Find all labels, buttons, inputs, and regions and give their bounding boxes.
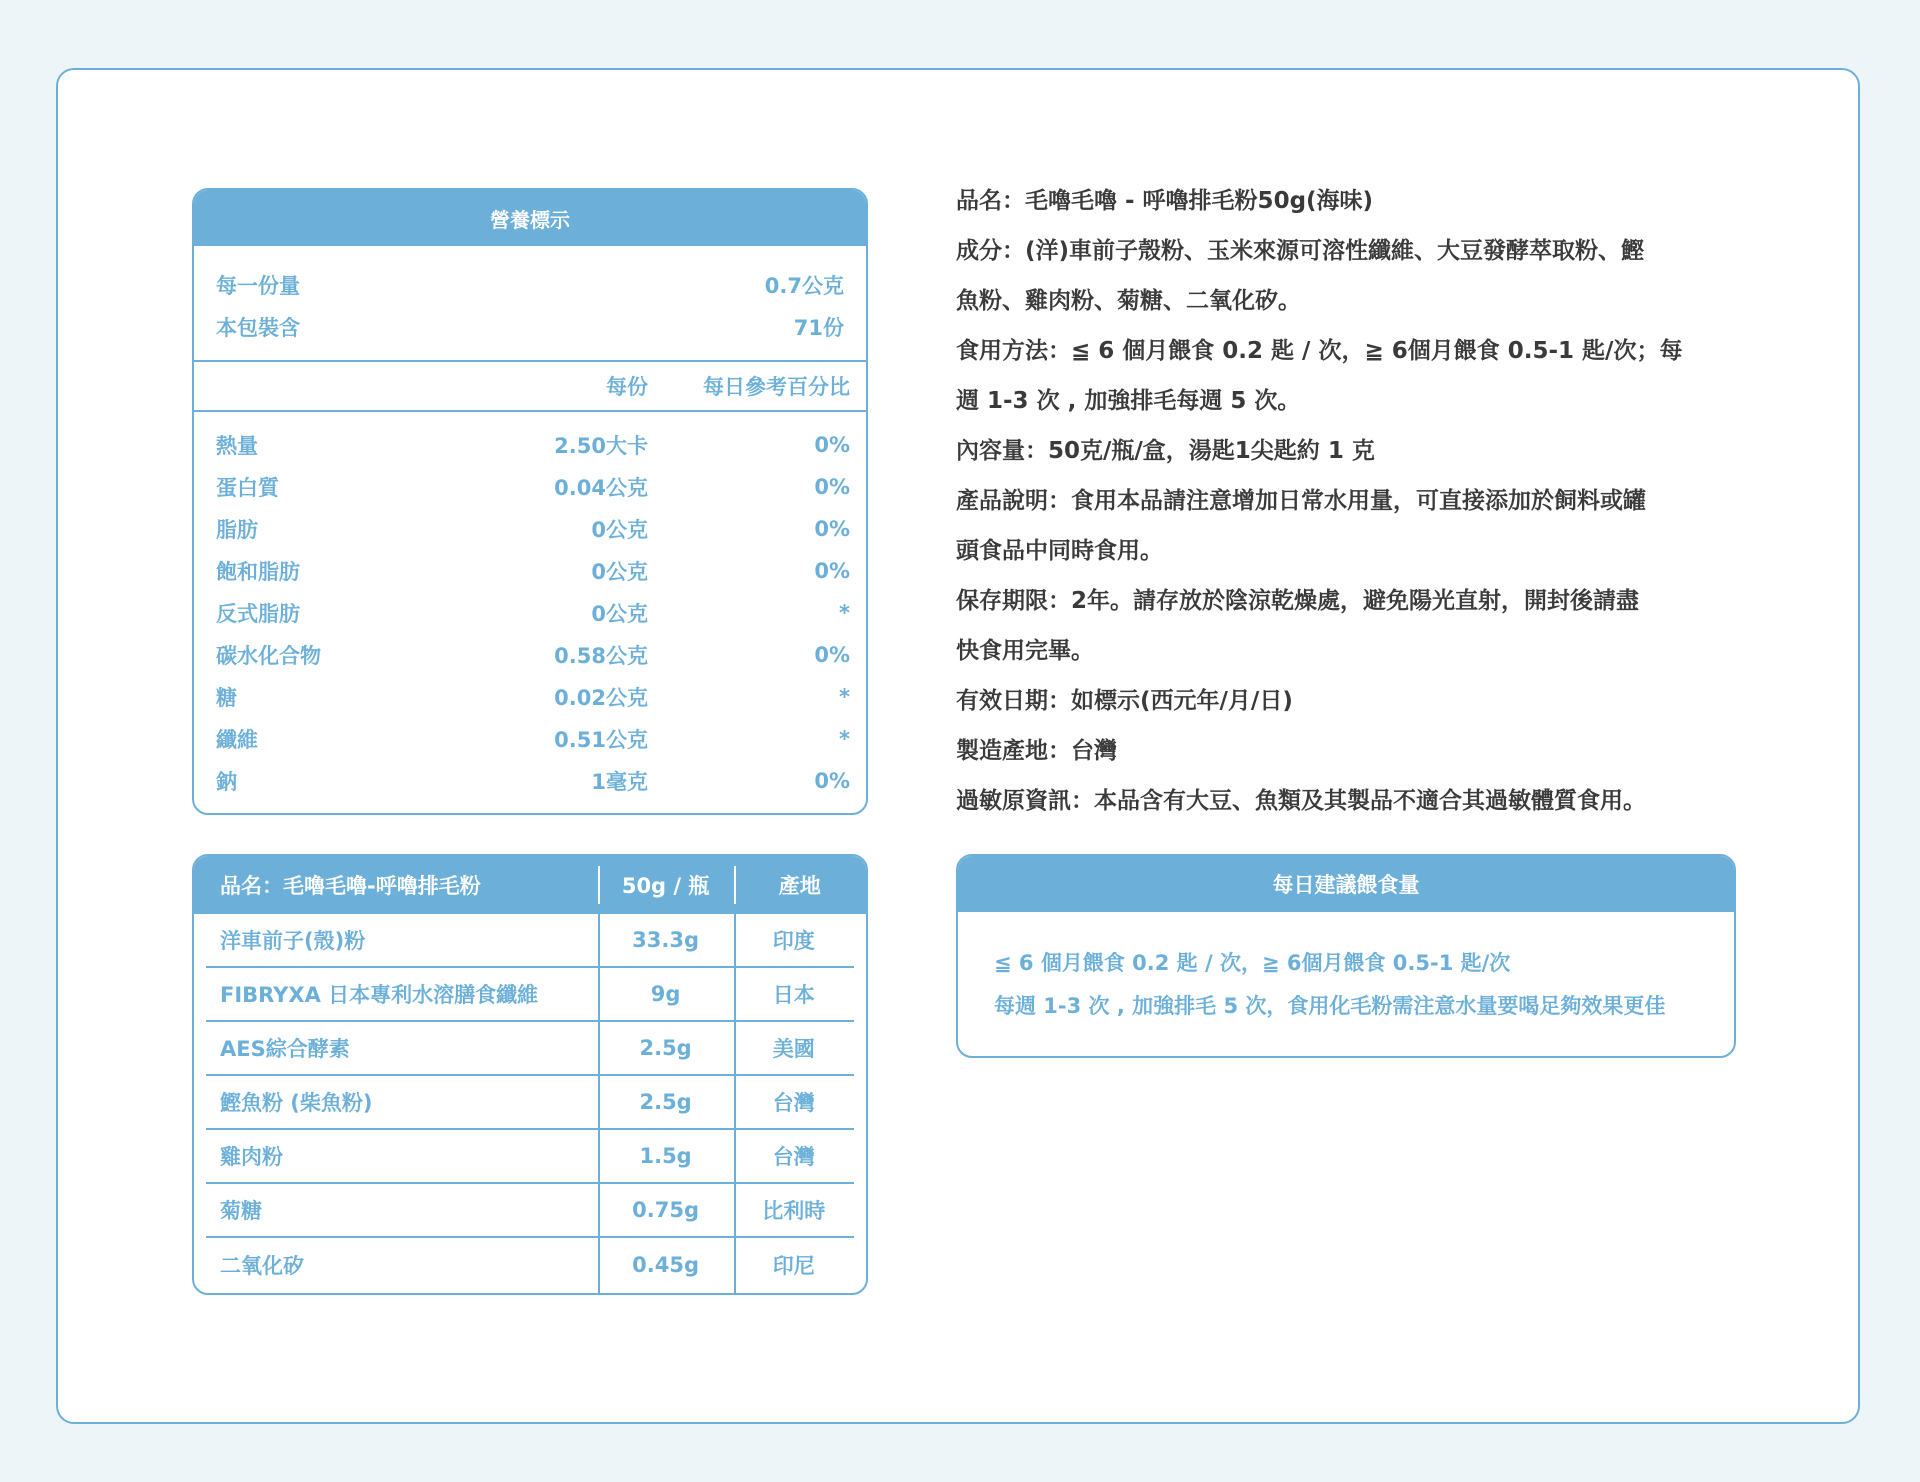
ingredient-origin: 美國: [772, 1037, 815, 1061]
nutrient-pct: *: [839, 685, 850, 709]
serving-size-label: 每一份量: [216, 274, 300, 298]
servings-value: 71份: [793, 316, 844, 340]
nutrient-pct: 0%: [814, 559, 850, 583]
nutrient-pct: *: [839, 727, 850, 751]
nutrient-pct: 0%: [814, 433, 850, 457]
info-line: 品名：毛嚕毛嚕 - 呼嚕排毛粉50g(海味): [956, 188, 1374, 214]
daily-feeding-line: 每週 1-3 次 , 加強排毛 5 次，食用化毛粉需注意水量要喝足夠效果更佳: [994, 994, 1666, 1018]
ingredient-name: AES綜合酵素: [220, 1037, 350, 1061]
table-row: [206, 1130, 854, 1184]
table-row: [206, 914, 854, 968]
ingredient-name: 菊糖: [220, 1199, 262, 1223]
nutrient-name: 糖: [216, 686, 237, 710]
ingredient-amount: 0.75g: [632, 1198, 700, 1222]
ingredient-amount: 1.5g: [639, 1144, 692, 1168]
nutrient-name: 飽和脂肪: [216, 560, 300, 584]
info-line: 快食用完畢。: [956, 638, 1094, 664]
daily-feeding-body: [958, 912, 1734, 1028]
ingredient-name: 雞肉粉: [220, 1145, 283, 1169]
ingredients-header-name: 品名：毛嚕毛嚕-呼嚕排毛粉: [220, 874, 481, 898]
per-serving-header: 每份: [606, 375, 648, 399]
ingredients-table: [192, 854, 868, 1295]
nutrition-facts-table: [192, 188, 868, 815]
column-divider: [734, 914, 736, 1295]
info-line: 內容量：50克/瓶/盒，湯匙1尖匙約 1 克: [956, 438, 1375, 464]
nutrient-name: 脂肪: [216, 518, 258, 542]
daily-feeding-box: [956, 854, 1736, 1058]
ingredients-body: [194, 914, 866, 1292]
ingredient-origin: 台灣: [772, 1091, 815, 1115]
header-divider: [598, 866, 600, 904]
info-line: 週 1-3 次 , 加強排毛每週 5 次。: [956, 388, 1301, 414]
ingredient-amount: 2.5g: [639, 1036, 692, 1060]
nutrient-name: 蛋白質: [216, 476, 279, 500]
nutrient-value: 0.04公克: [554, 476, 648, 500]
nutrient-value: 1毫克: [591, 770, 648, 794]
ingredients-header-amount: 50g / 瓶: [621, 874, 710, 898]
nutrient-value: 0公克: [591, 560, 648, 584]
ingredient-amount: 0.45g: [632, 1253, 700, 1277]
table-row: [194, 424, 866, 466]
table-row: [194, 760, 866, 802]
table-row: [194, 634, 866, 676]
table-row: [194, 592, 866, 634]
info-line: 保存期限：2年。請存放於陰涼乾燥處，避免陽光直射，開封後請盡: [956, 588, 1640, 614]
table-row: [206, 1238, 854, 1292]
nutrient-value: 0.58公克: [554, 644, 648, 668]
ingredient-amount: 9g: [650, 982, 681, 1006]
nutrient-value: 0.02公克: [554, 686, 648, 710]
ingredient-amount: 2.5g: [639, 1090, 692, 1114]
info-line: 魚粉、雞肉粉、菊糖、二氧化矽。: [956, 288, 1301, 314]
nutrient-value: 0.51公克: [554, 728, 648, 752]
table-row: [194, 676, 866, 718]
daily-feeding-line: ≦ 6 個月餵食 0.2 匙 / 次，≧ 6個月餵食 0.5-1 匙/次: [994, 951, 1511, 975]
header-divider: [734, 866, 736, 904]
info-line: 產品說明：食用本品請注意增加日常水用量，可直接添加於飼料或罐: [956, 488, 1646, 514]
table-row: [206, 1184, 854, 1238]
ingredient-origin: 印度: [772, 929, 815, 953]
nutrient-pct: 0%: [814, 475, 850, 499]
nutrient-pct: *: [839, 601, 850, 625]
serving-size-value: 0.7公克: [764, 274, 844, 298]
info-line: 食用方法：≦ 6 個月餵食 0.2 匙 / 次，≧ 6個月餵食 0.5-1 匙/次；每: [956, 338, 1683, 364]
nutrition-title: 營養標示: [194, 190, 866, 246]
ingredient-amount: 33.3g: [632, 928, 700, 952]
nutrient-pct: 0%: [814, 643, 850, 667]
ingredient-origin: 台灣: [772, 1145, 815, 1169]
table-row: [206, 1022, 854, 1076]
nutrient-name: 鈉: [216, 770, 237, 794]
product-info: [956, 176, 1746, 826]
ingredient-name: 二氧化矽: [220, 1254, 304, 1278]
info-line: 製造產地：台灣: [956, 738, 1117, 764]
table-row: [194, 508, 866, 550]
table-row: [206, 1076, 854, 1130]
serving-info: [194, 246, 866, 362]
daily-pct-header: 每日參考百分比: [703, 375, 850, 399]
ingredient-name: 鰹魚粉 (柴魚粉): [220, 1091, 373, 1115]
servings-per-pack-row: [216, 306, 844, 348]
ingredients-header-origin: 產地: [778, 874, 821, 898]
daily-feeding-title: 每日建議餵食量: [958, 856, 1734, 912]
nutrient-name: 反式脂肪: [216, 602, 300, 626]
nutrient-name: 熱量: [216, 434, 258, 458]
table-row: [194, 466, 866, 508]
info-line: 頭食品中同時食用。: [956, 538, 1163, 564]
table-row: [206, 968, 854, 1022]
column-divider: [598, 914, 600, 1295]
ingredients-header: [194, 856, 866, 914]
ingredient-origin: 印尼: [772, 1254, 815, 1278]
nutrition-rows: [194, 412, 866, 802]
info-line: 有效日期：如標示(西元年/月/日): [956, 688, 1293, 714]
nutrient-value: 2.50大卡: [554, 434, 648, 458]
serving-size-row: [216, 264, 844, 306]
nutrient-name: 纖維: [216, 728, 258, 752]
nutrient-pct: 0%: [814, 769, 850, 793]
ingredient-origin: 日本: [772, 983, 815, 1007]
nutrient-value: 0公克: [591, 518, 648, 542]
ingredient-origin: 比利時: [762, 1199, 826, 1223]
nutrient-value: 0公克: [591, 602, 648, 626]
table-row: [194, 718, 866, 760]
nutrient-name: 碳水化合物: [216, 644, 321, 668]
info-line: 成分：(洋)車前子殼粉、玉米來源可溶性纖維、大豆發酵萃取粉、鰹: [956, 238, 1645, 264]
servings-label: 本包裝含: [216, 316, 300, 340]
table-row: [194, 550, 866, 592]
nutrition-column-header: [194, 362, 866, 412]
ingredient-name: 洋車前子(殼)粉: [220, 929, 366, 953]
info-line: 過敏原資訊：本品含有大豆、魚類及其製品不適合其過敏體質食用。: [956, 788, 1646, 814]
nutrient-pct: 0%: [814, 517, 850, 541]
ingredient-name: FIBRYXA 日本專利水溶膳食纖維: [220, 983, 539, 1007]
